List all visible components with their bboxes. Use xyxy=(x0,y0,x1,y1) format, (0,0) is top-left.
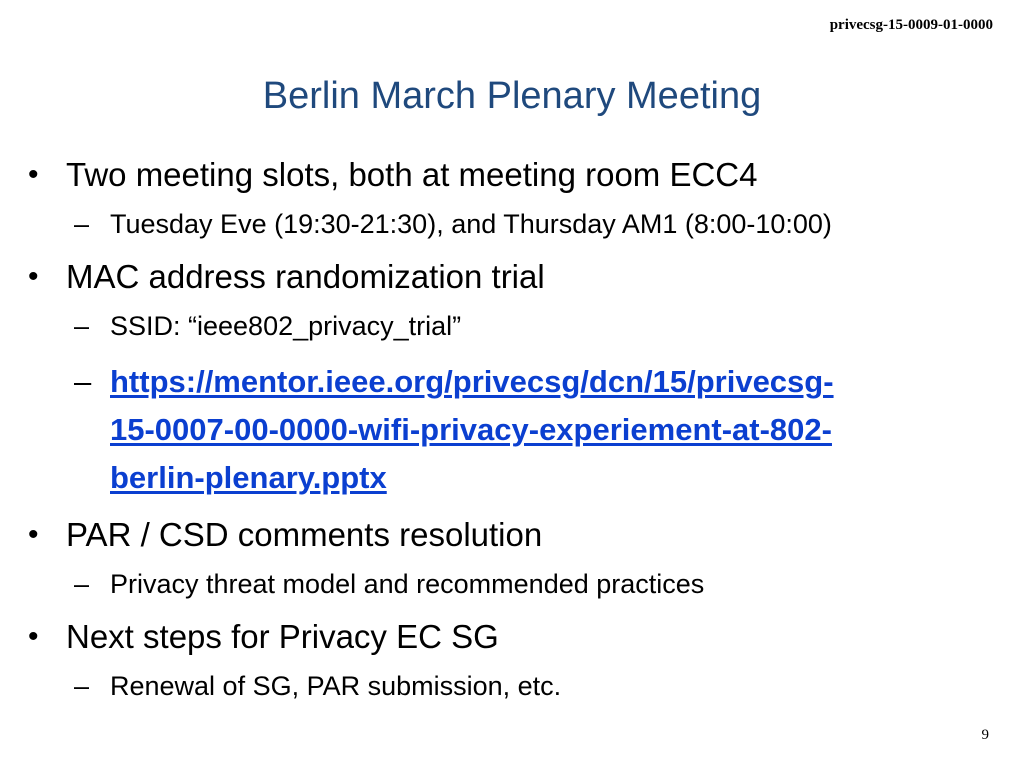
sub-item-renewal xyxy=(28,666,988,706)
sub-item-link xyxy=(28,358,988,502)
bullet-item-par-csd xyxy=(28,512,988,558)
sub-item-text: Tuesday Eve (19:30-21:30), and Thursday AM1 (8:00-10:00) xyxy=(110,209,832,239)
mentor-document-link[interactable]: https://mentor.ieee.org/privecsg/dcn/15/privecsg- 15-0007-00-0000-wifi-privacy-experiement-at-802- berlin-plenary.pptx xyxy=(110,364,834,495)
dash-icon: – xyxy=(74,311,90,341)
dash-icon: – xyxy=(74,569,90,599)
sub-item-text: Privacy threat model and recommended practices xyxy=(110,569,705,599)
bullet-item-next-steps xyxy=(28,614,988,660)
sub-item-meeting-times xyxy=(28,204,988,244)
bullet-icon: • xyxy=(28,620,39,653)
dash-icon: – xyxy=(74,364,92,399)
sub-item-text: SSID: “ieee802_privacy_trial” xyxy=(110,311,462,341)
sub-item-threat-model xyxy=(28,564,988,604)
bullet-text: PAR / CSD comments resolution xyxy=(66,516,543,553)
sub-item-text: Renewal of SG, PAR submission, etc. xyxy=(110,671,562,701)
slide-content xyxy=(28,152,988,706)
bullet-icon: • xyxy=(28,158,39,191)
bullet-item-meeting-slots xyxy=(28,152,988,198)
dash-icon: – xyxy=(74,671,90,701)
bullet-item-mac-randomization xyxy=(28,254,988,300)
bullet-icon: • xyxy=(28,260,39,293)
bullet-icon: • xyxy=(28,518,39,551)
slide-title: Berlin March Plenary Meeting xyxy=(262,75,762,117)
bullet-text: Two meeting slots, both at meeting room ECC4 xyxy=(66,156,758,193)
bullet-text: Next steps for Privacy EC SG xyxy=(66,618,499,655)
bullet-text: MAC address randomization trial xyxy=(66,258,545,295)
dash-icon: – xyxy=(74,209,90,239)
sub-item-ssid xyxy=(28,306,988,346)
page-number: 9 xyxy=(981,727,989,743)
document-id: privecsg-15-0009-01-0000 xyxy=(829,17,993,33)
